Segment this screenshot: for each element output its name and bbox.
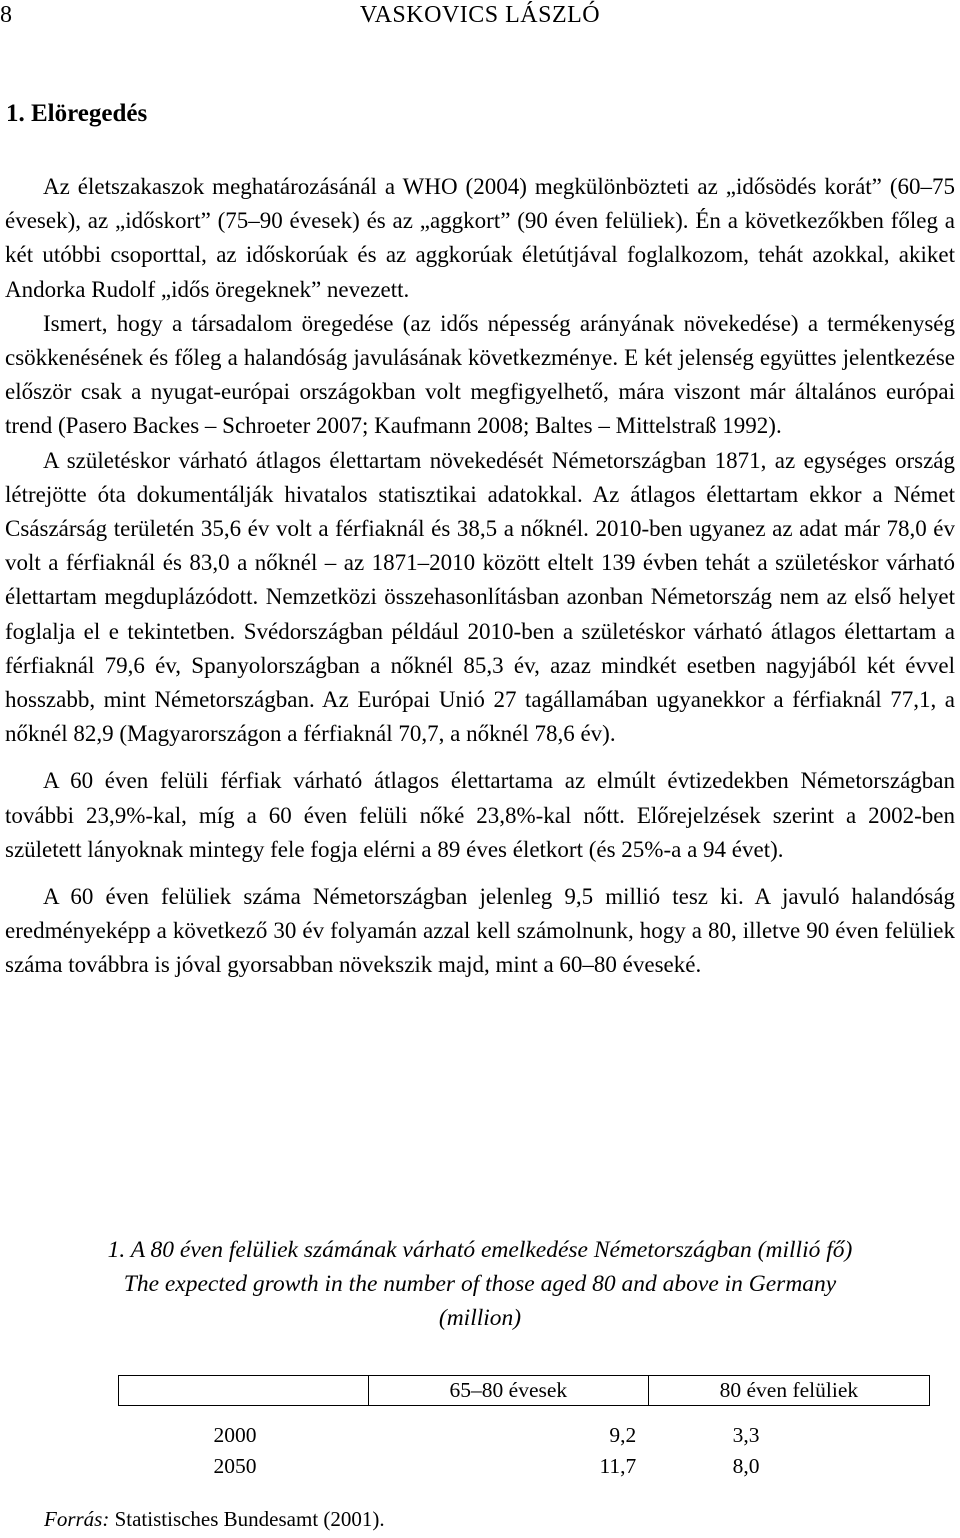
paragraph: A születéskor várható átlagos élettartam növekedését Németországban 1871, az egységes ország létrejötte óta dokumentálják hivatalos statisztikai adatokkal. Az átlagos élettartam ekkor a Német Császárság területén 35,6 év volt a férfiaknál és 38,5 a nőknél. 2010-ben ugyanez az adat már 78,0 év volt a férfiaknál és 83,0 a nőknél – az 1871–2010 között eltelt 139 évben tehát a születéskor várható élettartam megduplázódott. Nemzetközi összehasonlításban azonban Németország nem az első helyet foglalja el e tekintetben. Svédországban például 2010-ben a születéskor várható átlagos élettartam a férfiaknál 79,6 év, Spanyolországban a nőknél 85,3 év, azaz mindkét esetben nagyjából két évvel hosszabb, mint Németországban. Az Európai Unió 27 tagállamában ugyanekkor a férfiaknál 77,1, a nőknél 82,9 (Magyarországon a férfiaknál 70,7, a nőknél 78,6 év). — [5, 447, 955, 747]
table-caption — [0, 1233, 960, 1335]
table-cell-65-80: 9,2 — [609, 1423, 637, 1447]
page-header — [0, 2, 960, 34]
caption-english: The expected growth in the number of those aged 80 and above in Germany — [123, 1271, 837, 1297]
table-cell-80-plus: 8,0 — [732, 1454, 760, 1478]
caption-english-unit: (million) — [438, 1305, 522, 1331]
table-header-80-plus: 80 éven felüliek — [648, 1376, 929, 1406]
source-label: Forrás: — [44, 1507, 110, 1531]
table-row — [119, 1451, 930, 1482]
source-text: Statistisches Bundesamt (2001). — [109, 1507, 385, 1531]
paragraph: Az életszakaszok meghatározásánál a WHO (2004) megkülönbözteti az „idősödés korát” (60–75 évesek), az „időskort” (75–90 évesek) és az „aggkort” (90 éven felüliek). Én a következőkben főleg a két utóbbi csoporttal, az időskorúak és az aggkorúak életútjával foglalkozom, tehát azokkal, akiket Andorka Rudolf „idős öregeknek” nevezett. — [5, 174, 955, 302]
running-head: VASKOVICS LÁSZLÓ — [359, 2, 601, 28]
table-header-65-80: 65–80 évesek — [368, 1376, 648, 1406]
paragraph: A 60 éven felüli férfiak várható átlagos élettartama az elmúlt évtizedekben Németországban további 23,9%-kal, míg a 60 éven felüli nőké 23,8%-kal nőtt. Előrejelzések szerint a 2002-ben született lányoknak mintegy fele fogja elérni a 89 éves életkort (és 25%-a a 94 évet). — [5, 768, 955, 862]
paragraph: A 60 éven felüliek száma Németországban jelenleg 9,5 millió tesz ki. A javuló halandóság eredményeképp a következő 30 év folyamán azzal kell számolnunk, hogy a 80, illetve 90 éven felüliek száma továbbra is jóval gyorsabban növekszik majd, mint a 60–80 éveseké. — [5, 884, 955, 978]
table-cell-65-80: 11,7 — [599, 1454, 637, 1478]
table-cell-80-plus: 3,3 — [732, 1423, 760, 1447]
paragraph: Ismert, hogy a társadalom öregedése (az idős népesség arányának növekedése) a termékenység csökkenésének és főleg a halandóság javulásának következménye. E két jelenség együttes jelentkezése először csak a nyugat-európai országokban volt megfigyelhető, mára viszont már általános európai trend (Pasero Backes – Schroeter 2007; Kaufmann 2008; Baltes – Mittelstraß 1992). — [5, 310, 955, 439]
table-cell-year: 2000 — [213, 1423, 257, 1447]
page-number: 8 — [0, 2, 12, 28]
table-row — [119, 1406, 930, 1452]
section-title: 1. Elöregedés — [6, 100, 148, 127]
table-header-empty — [119, 1376, 369, 1406]
body-text — [5, 170, 955, 983]
table-cell-year: 2050 — [213, 1454, 257, 1478]
data-table — [118, 1375, 930, 1482]
source-note — [44, 1507, 385, 1532]
table-header-row — [119, 1376, 930, 1406]
caption-hungarian: 1. A 80 éven felüliek számának várható emelkedése Németországban (millió fő) — [107, 1237, 853, 1263]
